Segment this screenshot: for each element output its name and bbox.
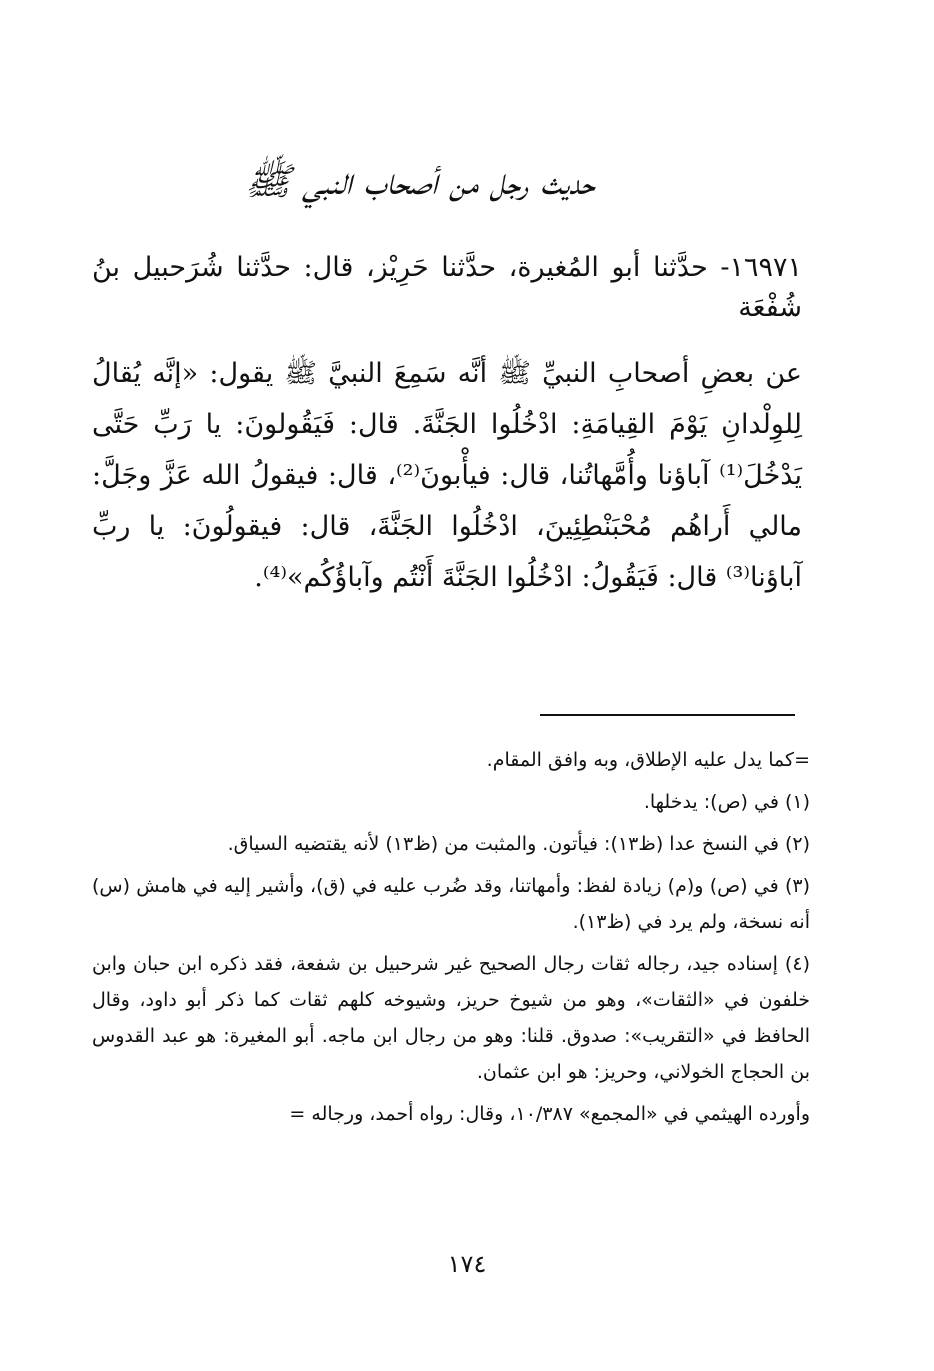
footnote-1: (١) في (ص): يدخلها. <box>643 791 810 813</box>
page-heading: حديث رجل من أصحاب النبي ﷺ <box>244 159 596 203</box>
footnote-continuation: =كما يدل عليه الإطلاق، وبه وافق المقام. <box>486 749 810 771</box>
footnote-2: (٢) في النسخ عدا (ظ١٣): فيأتون. والمثبت من (ظ١٣) لأنه يقتضيه السياق. <box>227 833 810 855</box>
page-number: ١٧٤ <box>447 1250 487 1278</box>
footnote-4: (٤) إسناده جيد، رجاله ثقات رجال الصحيح غير شرحبيل بن شفعة، فقد ذكره ابن حبان وابن خلفون في «الثقات»، وهو من شيوخ حريز، وشيوخه كلهم ثقات كما ذكر أبو داود، وقال الحافظ في «التقريب»: صدوق. قلنا: وهو من رجال ابن ماجه. أبو المغيرة: هو عبد القدوس بن الحجاج الخولاني، وحريز: هو ابن عثمان. <box>92 953 810 1083</box>
footnote-3: (٣) في (ص) و(م) زيادة لفظ: وأمهاتنا، وقد ضُرب عليه في (ق)، وأشير إليه في هامش (س) أنه نسخة، ولم يرد في (ظ١٣). <box>92 875 810 933</box>
footnotes <box>92 742 810 1138</box>
hadith-chain: ١٦٩٧١- حدَّثنا أبو المُغيرة، حدَّثنا حَرِيْز، قال: حدَّثنا شُرَحبيل بنُ شُفْعَة <box>92 252 802 323</box>
footnote-separator <box>540 714 795 716</box>
hadith-text: عن بعضِ أصحابِ النبيِّ ﷺ أنَّه سَمِعَ النبيَّ ﷺ يقول: «إنَّه يُقالُ لِلوِلْدانِ يَوْمَ القِيامَةِ: ادْخُلُوا الجَنَّةَ. قال: فَيَقُولونَ: يا رَبِّ حَتَّى يَدْخُلَ⁽¹⁾ آباؤنا وأُمَّهاتُنا، قال: فيأْبونَ⁽²⁾، قال: فيقولُ الله عَزَّ وجَلَّ: مالي أَراهُم مُحْبَنْطِئِينَ، ادْخُلُوا الجَنَّةَ، قال: فيقولُونَ: يا ربِّ آباؤنا⁽³⁾ قال: فَيَقُولُ: ادْخُلُوا الجَنَّةَ أَنْتُم وآباؤُكُم»⁽⁴⁾. <box>92 358 802 593</box>
footnote-4-continued: وأورده الهيثمي في «المجمع» ١٠/٣٨٧، وقال: رواه أحمد، ورجاله = <box>289 1103 810 1125</box>
